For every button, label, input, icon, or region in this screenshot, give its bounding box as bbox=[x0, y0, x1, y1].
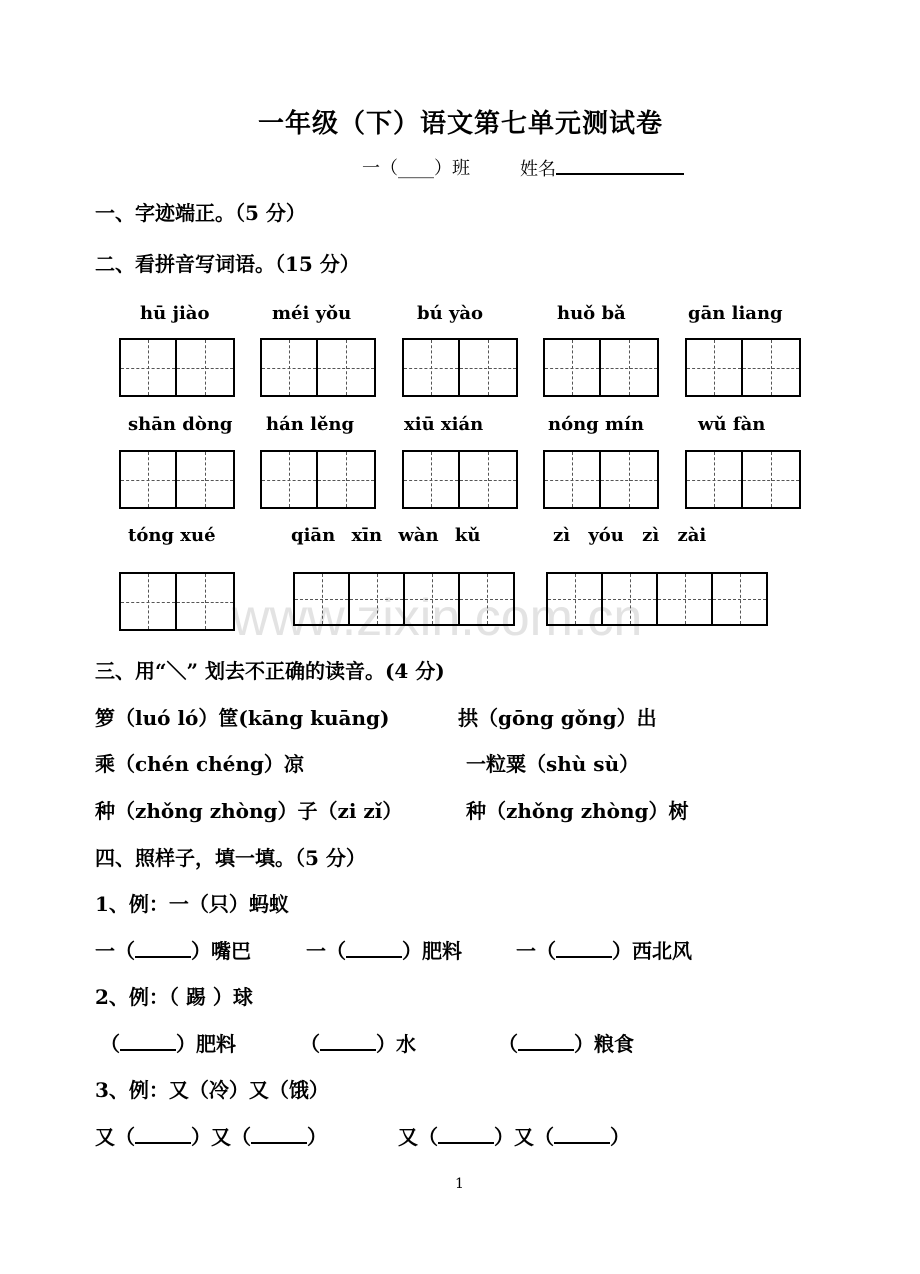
fill-row bbox=[398, 1121, 630, 1150]
reading-item: 种（zhǒng zhòng）子（zi zǐ） bbox=[95, 799, 403, 823]
fill-text: ）水 bbox=[376, 1032, 416, 1056]
fill-text: （ bbox=[300, 1032, 320, 1056]
fill-text: ） bbox=[307, 1125, 327, 1149]
writing-grid[interactable] bbox=[260, 450, 376, 509]
grid-cell[interactable] bbox=[460, 452, 516, 507]
writing-grid[interactable] bbox=[119, 572, 235, 631]
grid-cell[interactable] bbox=[405, 574, 460, 624]
pinyin-label: huǒ bǎ bbox=[557, 303, 626, 324]
reading-item: 拱（gōng gǒng）出 bbox=[458, 706, 657, 730]
grid-cell[interactable] bbox=[350, 574, 405, 624]
grid-cell[interactable] bbox=[121, 452, 177, 507]
grid-cell[interactable] bbox=[687, 340, 743, 395]
fill-blank[interactable] bbox=[518, 1028, 574, 1051]
fill-text: ）粮食 bbox=[574, 1032, 634, 1056]
grid-cell[interactable] bbox=[404, 340, 460, 395]
fill-blank[interactable] bbox=[135, 935, 191, 958]
fill-blank[interactable] bbox=[556, 935, 612, 958]
fill-text: （ bbox=[100, 1032, 120, 1056]
grid-cell[interactable] bbox=[687, 452, 743, 507]
pinyin-label: hán lěng bbox=[266, 414, 355, 435]
fill-blank[interactable] bbox=[135, 1121, 191, 1144]
pinyin-label: méi yǒu bbox=[272, 303, 352, 324]
fill-blank[interactable] bbox=[251, 1121, 307, 1144]
page-title: 一年级（下）语文第七单元测试卷 bbox=[258, 109, 664, 139]
grid-cell[interactable] bbox=[743, 340, 799, 395]
fill-row bbox=[300, 1028, 416, 1057]
section-2-heading: 二、看拼音写词语。（15 分） bbox=[95, 252, 360, 276]
grid-cell[interactable] bbox=[404, 452, 460, 507]
fill-blank[interactable] bbox=[438, 1121, 494, 1144]
fill-text: （ bbox=[498, 1032, 518, 1056]
grid-cell[interactable] bbox=[121, 340, 177, 395]
fill-text: ）又（ bbox=[494, 1125, 554, 1149]
fill-blank[interactable] bbox=[120, 1028, 176, 1051]
fill-blank[interactable] bbox=[320, 1028, 376, 1051]
section-1-heading: 一、字迹端正。（5 分） bbox=[95, 201, 306, 225]
page-number: 1 bbox=[455, 1176, 464, 1192]
name-field bbox=[520, 154, 684, 181]
grid-cell[interactable] bbox=[545, 340, 601, 395]
pinyin-label: shān dòng bbox=[128, 414, 233, 435]
grid-cell[interactable] bbox=[177, 452, 233, 507]
fill-text: 又（ bbox=[398, 1125, 438, 1149]
reading-item: 乘（chén chéng）凉 bbox=[95, 752, 304, 776]
writing-grid[interactable] bbox=[402, 338, 518, 397]
pinyin-label: gān liang bbox=[688, 303, 783, 324]
section-3-heading: 三、用“＼” 划去不正确的读音。(4 分) bbox=[95, 659, 445, 683]
fill-row bbox=[95, 1121, 327, 1150]
fill-text: 一（ bbox=[516, 939, 556, 963]
reading-item: 种（zhǒng zhòng）树 bbox=[466, 799, 689, 823]
grid-cell[interactable] bbox=[548, 574, 603, 624]
fill-blank[interactable] bbox=[554, 1121, 610, 1144]
writing-grid[interactable] bbox=[260, 338, 376, 397]
grid-cell[interactable] bbox=[603, 574, 658, 624]
writing-grid[interactable] bbox=[685, 338, 801, 397]
writing-grid[interactable] bbox=[119, 338, 235, 397]
pinyin-label: qiān xīn wàn kǔ bbox=[291, 525, 481, 546]
fill-text: ）嘴巴 bbox=[191, 939, 251, 963]
writing-grid[interactable] bbox=[546, 572, 768, 626]
grid-cell[interactable] bbox=[121, 574, 177, 629]
fill-text: 又（ bbox=[95, 1125, 135, 1149]
fill-row bbox=[516, 935, 692, 964]
fill-row bbox=[306, 935, 462, 964]
grid-cell[interactable] bbox=[460, 340, 516, 395]
pinyin-label: bú yào bbox=[417, 303, 484, 324]
writing-grid[interactable] bbox=[543, 338, 659, 397]
fill-text: 一（ bbox=[95, 939, 135, 963]
grid-cell[interactable] bbox=[601, 340, 657, 395]
fill-text: 一（ bbox=[306, 939, 346, 963]
pinyin-label: wǔ fàn bbox=[698, 414, 766, 435]
class-label: 一（____）班 bbox=[362, 158, 470, 179]
fill-text: ） bbox=[610, 1125, 630, 1149]
grid-cell[interactable] bbox=[262, 452, 318, 507]
grid-cell[interactable] bbox=[460, 574, 513, 624]
section-4-heading: 四、照样子，填一填。（5 分） bbox=[95, 846, 366, 870]
grid-cell[interactable] bbox=[713, 574, 766, 624]
pinyin-label: hū jiào bbox=[140, 303, 210, 324]
grid-cell[interactable] bbox=[545, 452, 601, 507]
writing-grid[interactable] bbox=[543, 450, 659, 509]
fill-text: ）肥料 bbox=[176, 1032, 236, 1056]
fill-text: ）又（ bbox=[191, 1125, 251, 1149]
pinyin-label: tóng xué bbox=[128, 525, 216, 546]
example-3: 3、例：又（冷）又（饿） bbox=[95, 1078, 329, 1102]
grid-cell[interactable] bbox=[295, 574, 350, 624]
example-1: 1、例：一（只）蚂蚁 bbox=[95, 892, 289, 916]
grid-cell[interactable] bbox=[601, 452, 657, 507]
example-2: 2、例：（ 踢 ）球 bbox=[95, 985, 253, 1009]
writing-grid[interactable] bbox=[119, 450, 235, 509]
pinyin-label: zì yóu zì zài bbox=[553, 525, 707, 546]
grid-cell[interactable] bbox=[743, 452, 799, 507]
grid-cell[interactable] bbox=[177, 574, 233, 629]
name-label: 姓名 bbox=[520, 158, 556, 180]
reading-item: 一粒粟（shù sù） bbox=[466, 752, 640, 776]
grid-cell[interactable] bbox=[658, 574, 713, 624]
grid-cell[interactable] bbox=[262, 340, 318, 395]
grid-cell[interactable] bbox=[177, 340, 233, 395]
grid-cell[interactable] bbox=[318, 340, 374, 395]
writing-grid[interactable] bbox=[293, 572, 515, 626]
fill-row bbox=[498, 1028, 634, 1057]
pinyin-label: xiū xián bbox=[404, 414, 484, 435]
fill-row bbox=[95, 935, 251, 964]
fill-text: ）西北风 bbox=[612, 939, 692, 963]
pinyin-label: nóng mín bbox=[548, 414, 645, 435]
writing-grid[interactable] bbox=[685, 450, 801, 509]
fill-blank[interactable] bbox=[346, 935, 402, 958]
fill-text: ）肥料 bbox=[402, 939, 462, 963]
fill-row bbox=[100, 1028, 236, 1057]
watermark: www.zixin.com.cn bbox=[232, 589, 643, 647]
reading-item: 箩（luó ló）筐(kāng kuāng) bbox=[95, 706, 390, 730]
writing-grid[interactable] bbox=[402, 450, 518, 509]
name-blank bbox=[556, 154, 684, 175]
grid-cell[interactable] bbox=[318, 452, 374, 507]
